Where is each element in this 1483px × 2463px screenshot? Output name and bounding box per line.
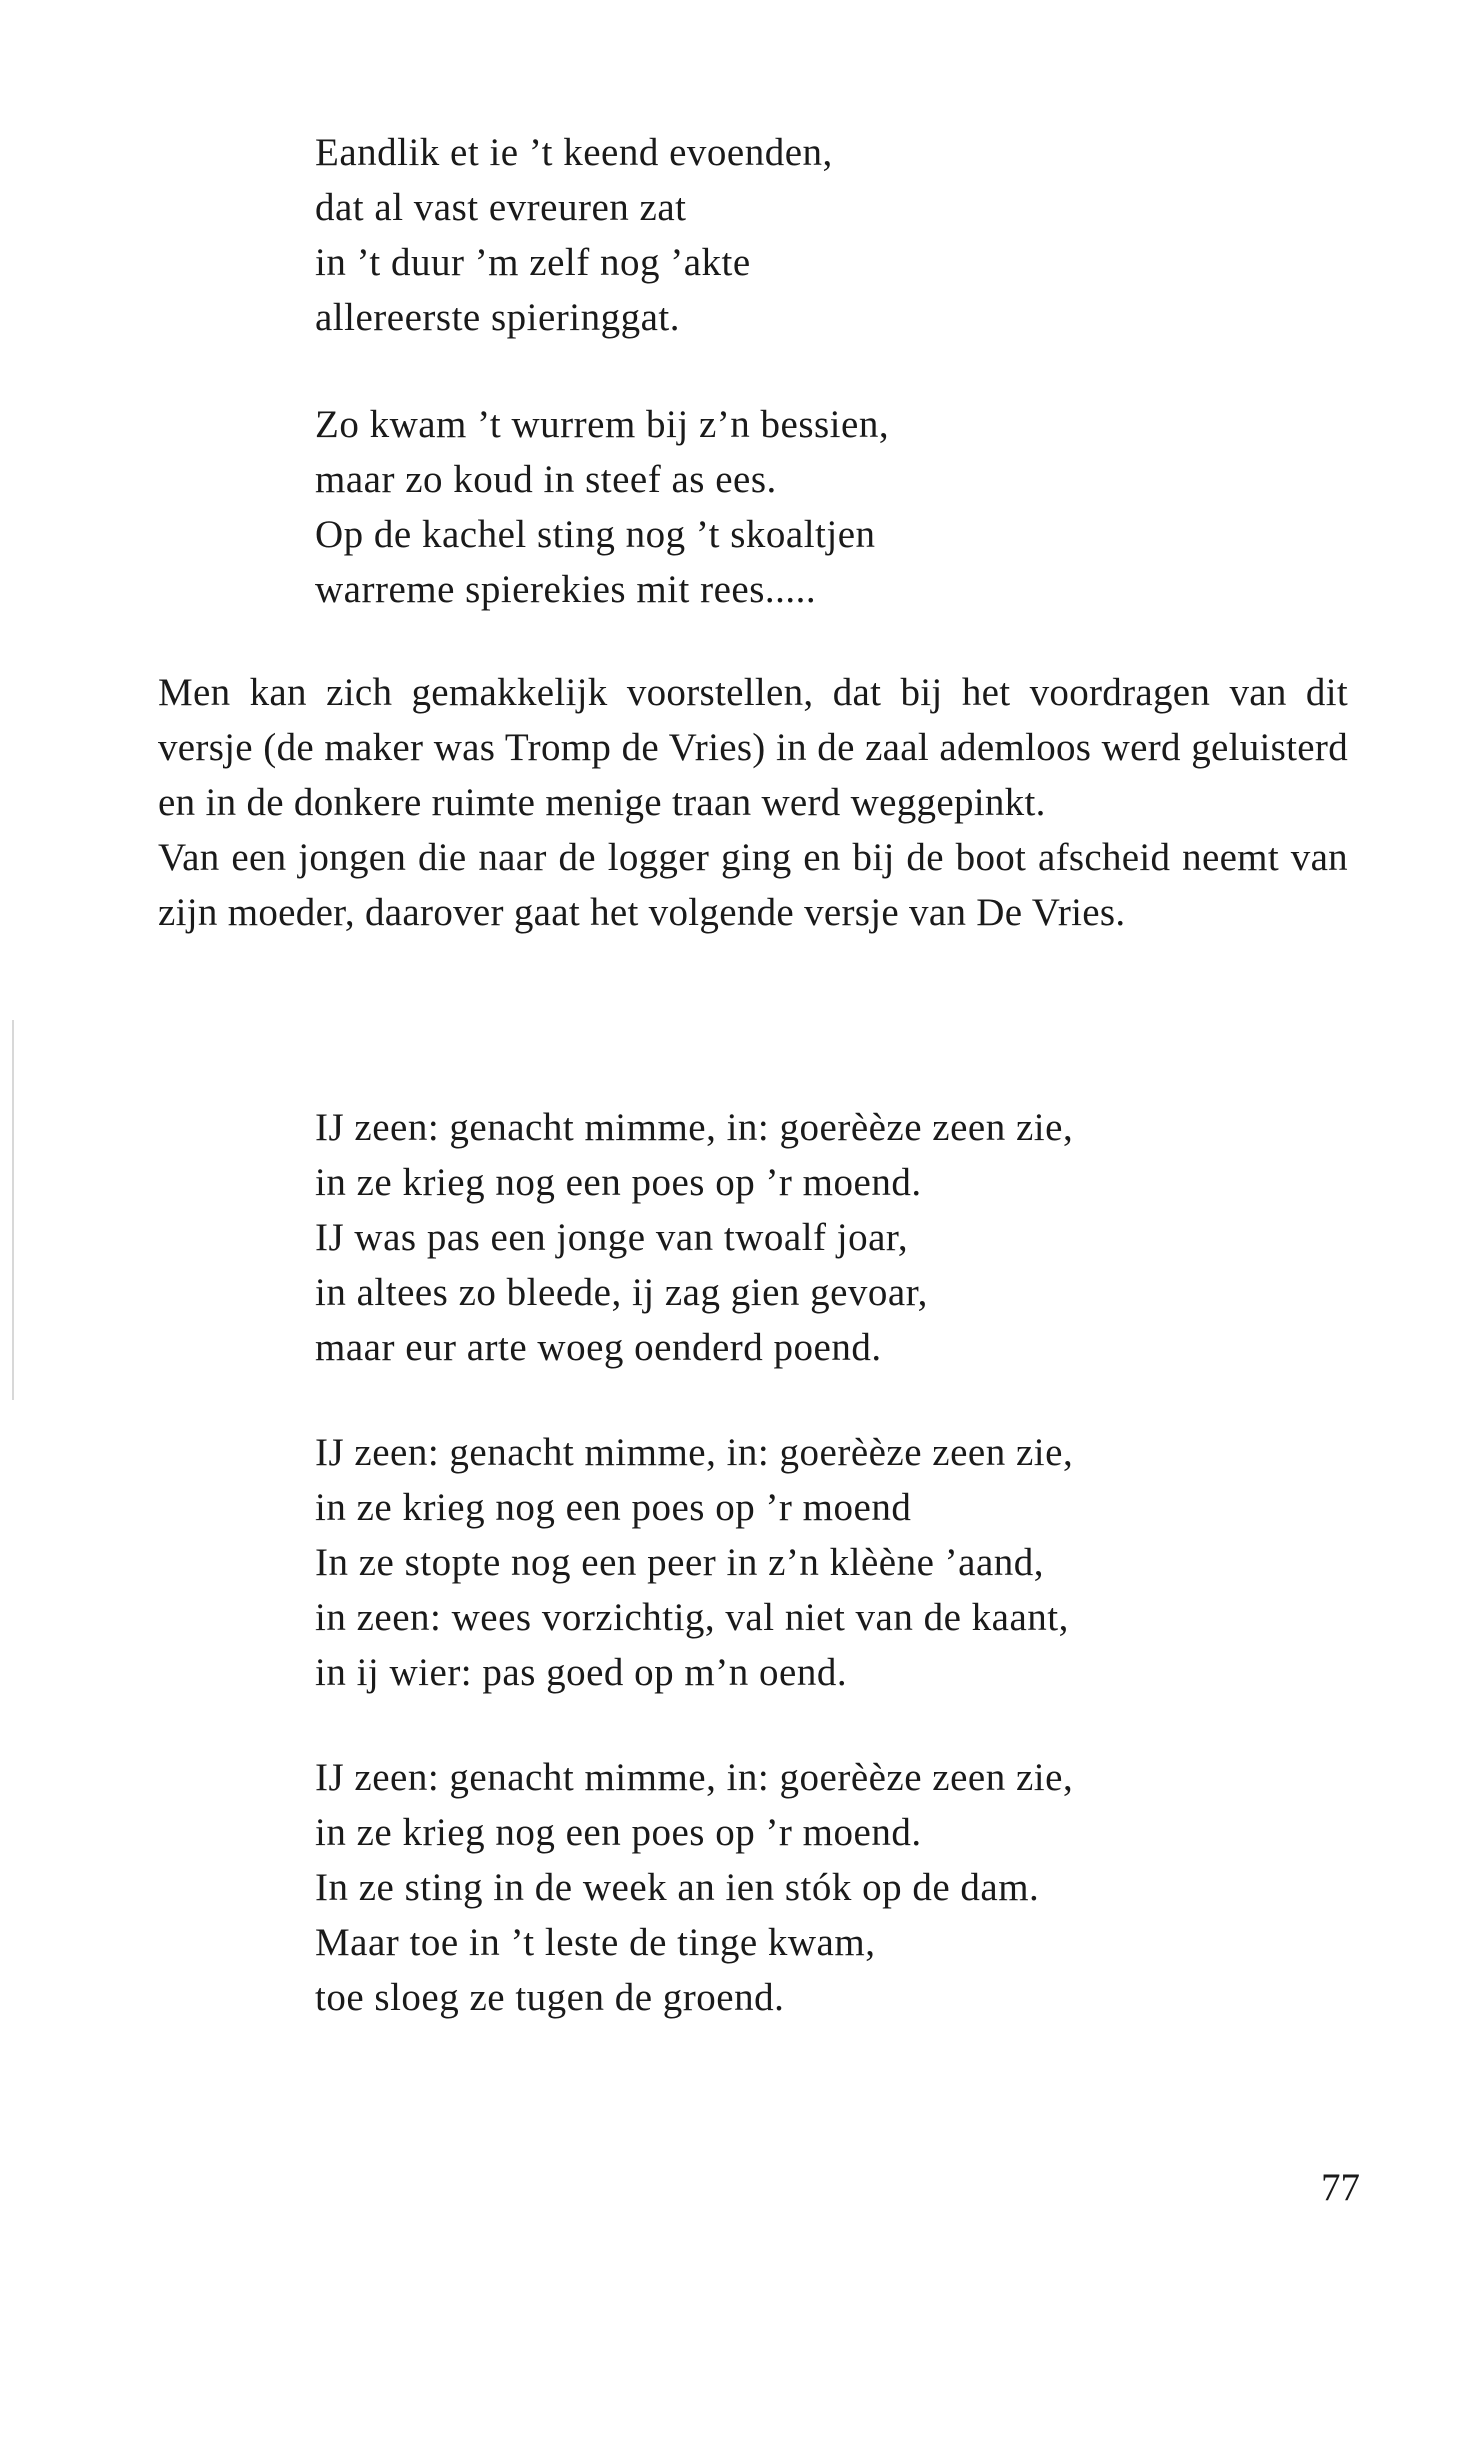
poem-stanza: [315, 397, 1335, 617]
poem-stanza: [315, 125, 1335, 345]
prose-paragraph: Van een jongen die naar de logger ging en bij de boot afscheid neemt van zijn moeder, daarover gaat het volgende versje van De Vries.: [158, 836, 1348, 934]
page-edge-shadow: [12, 1020, 14, 1400]
poem-line: in ze krieg nog een poes op ’r moend.: [315, 1811, 922, 1854]
poem-line: in altees zo bleede, ij zag gien gevoar,: [315, 1271, 928, 1314]
poem-line: IJ zeen: genacht mimme, in: goerèèze zeen zie,: [315, 1106, 1074, 1149]
poem-stanza: [315, 1750, 1335, 2025]
poem-line: dat al vast evreuren zat: [315, 186, 687, 229]
poem-line: in ze krieg nog een poes op ’r moend.: [315, 1161, 922, 1204]
poem-line: warreme spierekies mit rees.....: [315, 568, 817, 611]
poem-stanza: [315, 1100, 1335, 1375]
poem-line: in zeen: wees vorzichtig, val niet van de kaant,: [315, 1596, 1069, 1639]
poem-line: maar zo koud in steef as ees.: [315, 458, 777, 501]
poem-line: IJ was pas een jonge van twoalf joar,: [315, 1216, 909, 1259]
prose-paragraph: Men kan zich gemakkelijk voorstellen, dat bij het voordragen van dit versje (de maker was Tromp de Vries) in de zaal ademloos werd geluisterd en in de donkere ruimte menige traan werd weggepinkt.: [158, 671, 1348, 824]
poem-line: toe sloeg ze tugen de groend.: [315, 1976, 785, 2019]
poem-line: Zo kwam ’t wurrem bij z’n bessien,: [315, 403, 890, 446]
poem-stanza: [315, 1425, 1335, 1700]
poem-line: maar eur arte woeg oenderd poend.: [315, 1326, 882, 1369]
poem-line: in ’t duur ’m zelf nog ’akte: [315, 241, 751, 284]
poem-line: in ze krieg nog een poes op ’r moend: [315, 1486, 912, 1529]
poem-line: Op de kachel sting nog ’t skoaltjen: [315, 513, 876, 556]
poem-line: IJ zeen: genacht mimme, in: goerèèze zeen zie,: [315, 1756, 1074, 1799]
poem-line: in ij wier: pas goed op m’n oend.: [315, 1651, 848, 1694]
prose-block: [158, 665, 1348, 940]
poem-line: In ze sting in de week an ien stók op de dam.: [315, 1866, 1040, 1909]
poem-line: Eandlik et ie ’t keend evoenden,: [315, 131, 833, 174]
poem-line: Maar toe in ’t leste de tinge kwam,: [315, 1921, 876, 1964]
page-number: 77: [1321, 2166, 1360, 2209]
poem-line: IJ zeen: genacht mimme, in: goerèèze zeen zie,: [315, 1431, 1074, 1474]
poem-line: allereerste spieringgat.: [315, 296, 680, 339]
poem-line: In ze stopte nog een peer in z’n klèène ’aand,: [315, 1541, 1044, 1584]
